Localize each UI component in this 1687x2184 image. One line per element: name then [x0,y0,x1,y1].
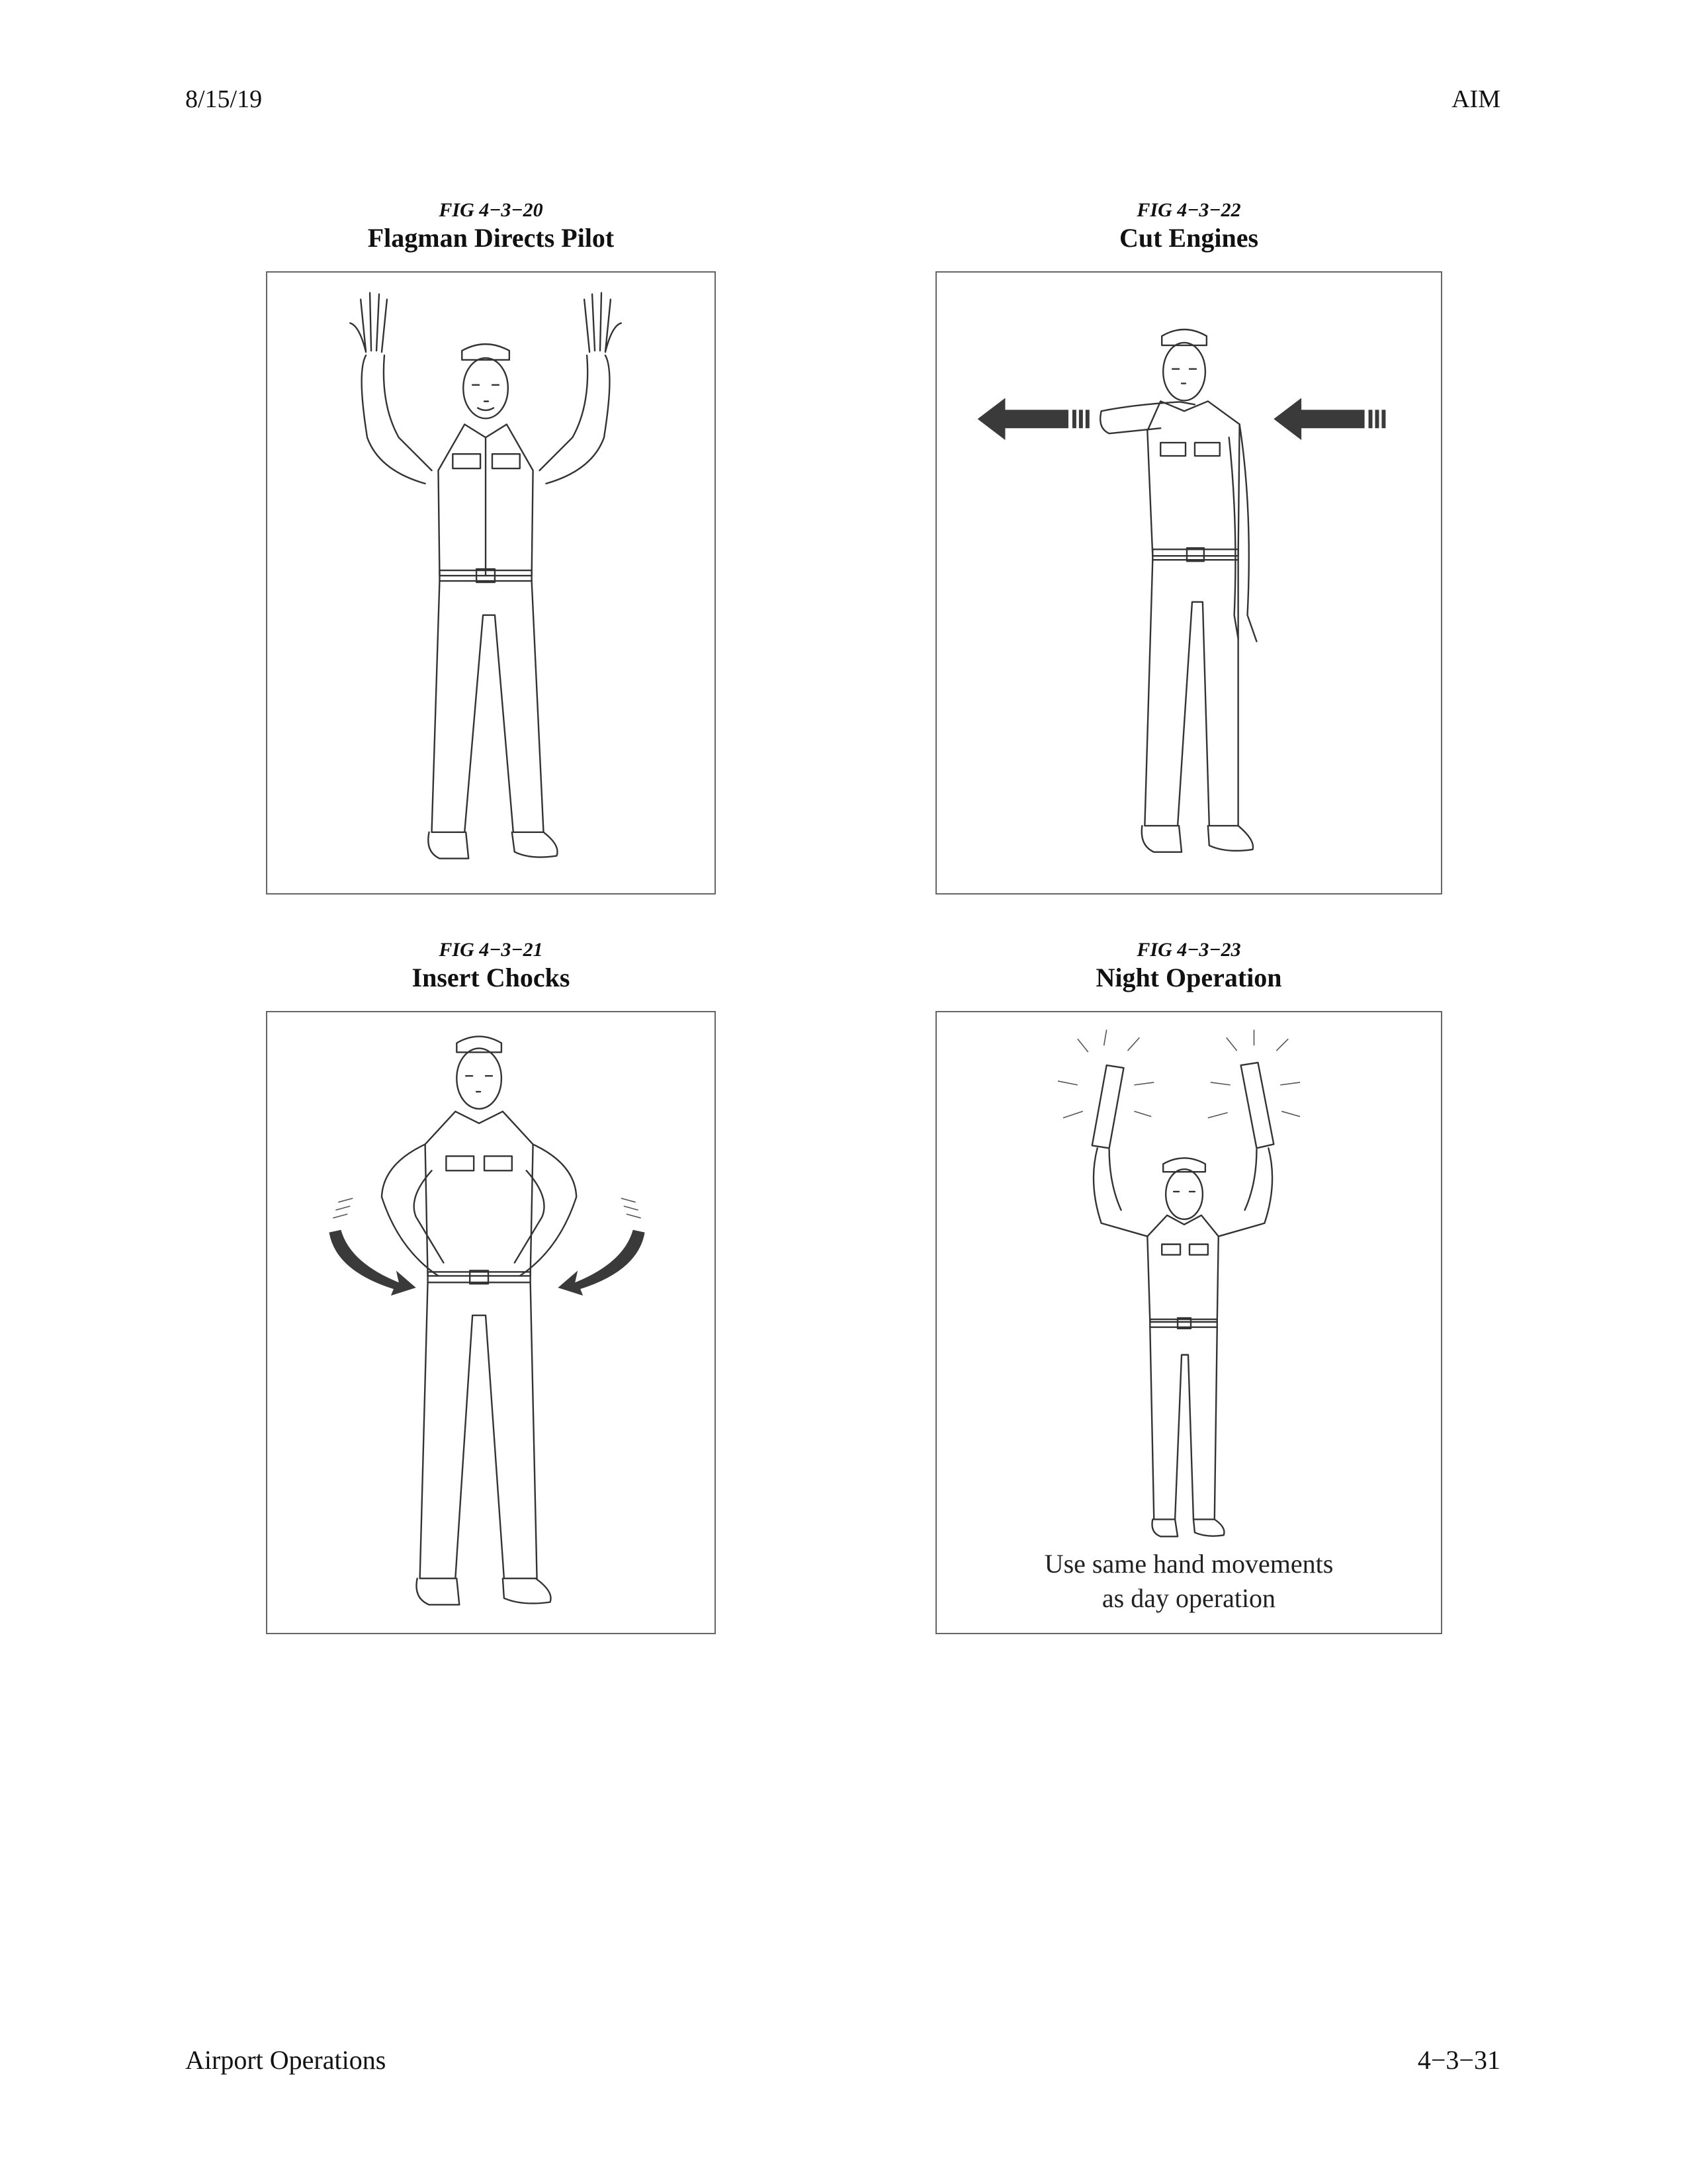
person-figure-icon [1100,329,1256,852]
header-date: 8/15/19 [185,85,263,113]
curved-arrow-icon [329,1198,415,1295]
light-wand-icon [1208,1029,1300,1148]
arrow-left-icon [978,398,1090,440]
night-operation-note [937,1547,1441,1616]
footer-page-number: 4−3−31 [1417,2045,1500,2075]
figure-number: FIG 4−3−23 [1137,939,1241,961]
figure-frame-insert-chocks [266,1011,716,1634]
person-figure-icon [267,273,714,893]
arrow-left-icon [1274,398,1385,440]
light-wand-icon [1058,1029,1154,1148]
note-line: Use same hand movements [1044,1549,1334,1579]
figure-frame-night-operation [935,1011,1442,1634]
figure-caption-insert-chocks [266,938,716,994]
person-figure-icon [1094,1148,1272,1536]
note-line: as day operation [1102,1583,1276,1613]
figure-frame-flagman [266,271,716,895]
figure-number: FIG 4−3−22 [1137,199,1241,221]
figure-number: FIG 4−3−21 [439,939,543,961]
figure-caption-cut-engines [935,198,1442,254]
figure-caption-night-operation [935,938,1442,994]
figure-caption-flagman [266,198,716,254]
figure-title: Night Operation [1096,963,1282,992]
footer-section: Airport Operations [185,2045,386,2075]
header-publication: AIM [1451,85,1500,113]
figure-title: Insert Chocks [411,963,570,992]
person-figure-icon [382,1037,576,1605]
figure-title: Cut Engines [1119,223,1259,253]
figure-number: FIG 4−3−20 [439,199,543,221]
figure-frame-cut-engines [935,271,1442,895]
figure-title: Flagman Directs Pilot [367,223,615,253]
